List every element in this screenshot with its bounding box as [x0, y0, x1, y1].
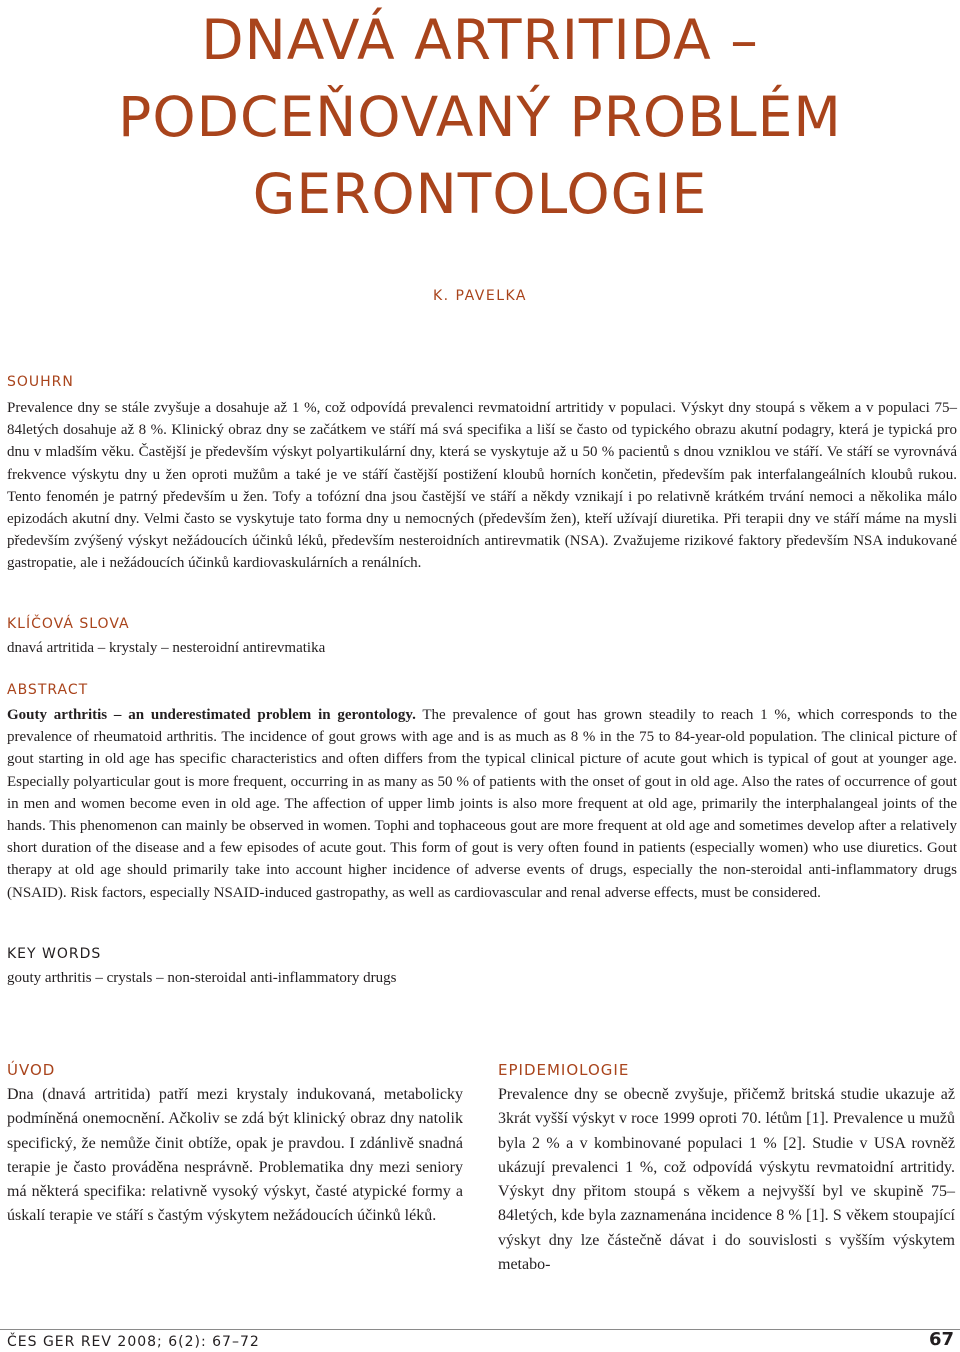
uvod-text: Dna (dnavá artritida) patří mezi krystaly indukovaná, metabolicky podmíněná onemocnění. Ačkoliv se zdá být klinický obraz dny natolik specifický, že nemůže činit obtíže, opak je pravdou. I zdánlivě snadná terapie je často prováděna nesprávně. Problematika dny mezi seniory má některá specifika: relativně vysoký výskyt, časté atypické formy a úskalí terapie ve stáří s častým výskytem nežádoucích účinků léků.	[7, 1086, 463, 1225]
abstract-lead: Gouty arthritis – an underestimated problem in gerontology.	[7, 707, 416, 723]
abstract-body: The prevalence of gout has grown steadily to reach 1 %, which corresponds to the prevalence of rheumatoid arthritis. The incidence of gout grows with age and is as much as 8 % in the 75 to 84-year-old population. The clinical picture of gout starting in old age has specific characteristics and often differs from the typical clinical picture of acute gout which is typical of gout at younger age. Especially polyarticular gout is more frequent, occurring in as many as 50 % of patients with the onset of gout in old age. Also the rates of occurrence of gout in men and women become even in old age. The affection of upper limb joints is also more frequent at old age, primarily the interphalangeal joints of the hands. This phenomenon can mainly be observed in women. Tophi and tophaceous gout are more frequent at old age and sometimes develop after a relatively short duration of the disease and a few episodes of acute gout. This form of gout is very often found in patients (especially women) who use diuretics. Gout therapy at old age should primarily take into account higher incidence of adverse events of drugs, especially the non-steroidal anti-inflammatory drugs (NSAID). Risk factors, especially NSAID-induced gastropathy, as well as cardiovascular and renal adverse effects, must be considered.	[7, 707, 957, 901]
page-number: 67	[928, 1329, 954, 1350]
key-words-heading: KEY WORDS	[7, 946, 102, 962]
title-line-3: GERONTOLOGIE	[252, 162, 708, 226]
souhrn-text: Prevalence dny se stále zvyšuje a dosahuje až 1 %, což odpovídá prevalenci revmatoidní artritidy v populaci. Výskyt dny stoupá s věkem a v populaci 75–84letých dosahuje až 8 %. Klinický obraz dny se začátkem ve stáří má svá specifika a liší se často od typického obrazu akutní podagry, která je typická pro dnu v mladším věku. Častější je především výskyt polyartikulární dny, která se vyskytuje až u 50 % pacientů s dnou vzniklou ve stáří. Ve stáří se vyrovnává frekvence výskytu dny u žen oproti mužům a také je ve stáří častější postižení kloubů horních končetin, především pak interfalangeálních kloubů rukou. Tento fenomén je patrný především u žen. Tofy a tofózní dna jsou častější ve stáří a někdy vznikají i po relativně krátkém trvání nemoci a několika málo epizodách akutní dny. Velmi často se vyskytuje tato forma dny u nemocných (především žen), kteří užívají diuretika. Při terapii dny ve stáří máme na mysli především zvýšený výskyt nežádoucích účinků léků, především nesteroidních antirevmatik (NSA). Zvažujeme rizikové faktory především NSA indukované gastropatie, ale i nežádoucích účinků kardiovaskulárních a renálních.	[7, 400, 957, 572]
uvod-heading: ÚVOD	[7, 1061, 56, 1079]
klicova-slova-heading: KLÍČOVÁ SLOVA	[7, 616, 130, 632]
klicova-slova-text: dnavá artritida – krystaly – nesteroidní antirevmatika	[7, 640, 326, 656]
souhrn-heading: SOUHRN	[7, 374, 74, 390]
journal-citation: ČES GER REV 2008; 6(2): 67–72	[7, 1334, 260, 1350]
article-title	[0, 2, 960, 233]
epidemiologie-text: Prevalence dny se obecně zvyšuje, přičemž britská studie ukazuje až 3krát vyšší výskyt v roce 1999 oproti 70. létům [1]. Prevalence u mužů byla 2 % a v kombinované populaci 1 % [2]. Studie v USA rovněž ukázují prevalenci 1 %, což odpovídá výskytu revmatoidní artritidy. Výskyt dny přitom stoupá s věkem a nejvyšší byl ve skupině 75–84letých, kde byla zaznamenána incidence 8 % [1]. S věkem stoupající výskyt dny lze částečně dávat i do souvislosti s vyšším výskytem metabo-	[498, 1086, 955, 1274]
title-line-2: PODCEŇOVANÝ PROBLÉM	[118, 85, 842, 149]
footer-divider	[0, 1329, 960, 1330]
title-line-1: DNAVÁ ARTRITIDA –	[201, 8, 759, 72]
abstract-heading: ABSTRACT	[7, 682, 89, 698]
key-words-text: gouty arthritis – crystals – non-steroidal anti-inflammatory drugs	[7, 970, 397, 986]
epidemiologie-heading: EPIDEMIOLOGIE	[498, 1061, 630, 1079]
abstract-text	[7, 704, 957, 904]
author: K. PAVELKA	[432, 288, 528, 304]
